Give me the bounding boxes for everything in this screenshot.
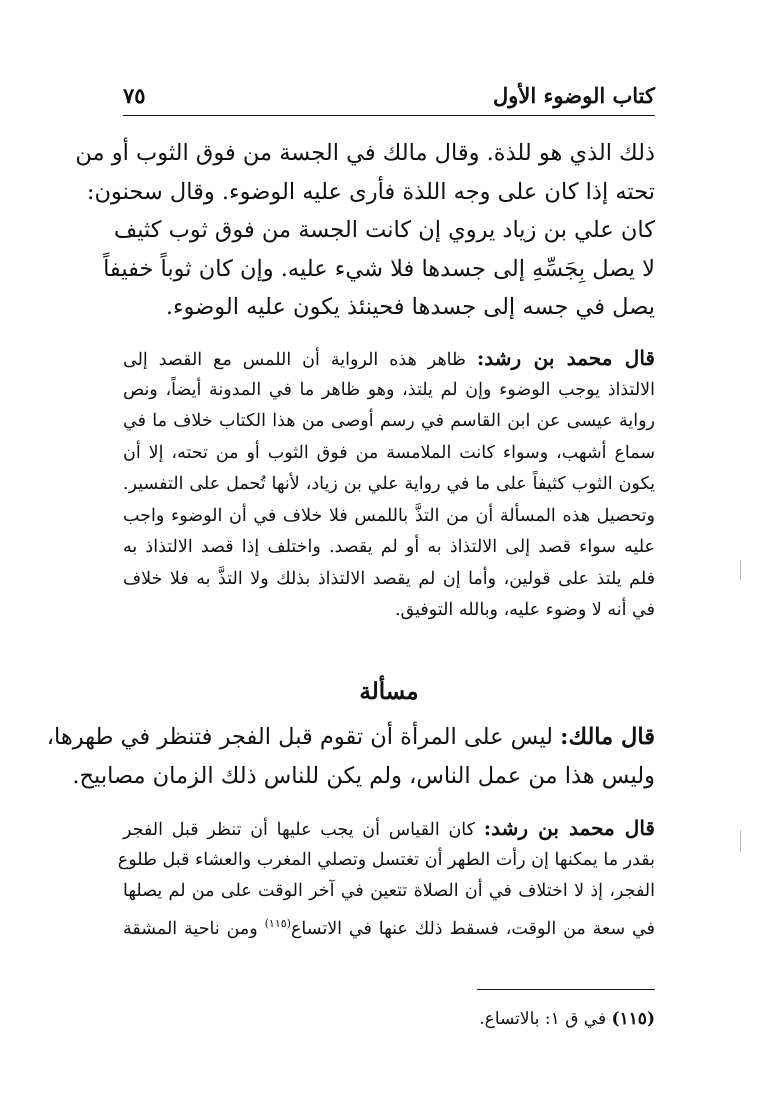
scan-mark: [740, 560, 741, 580]
text-line: [123, 813, 655, 845]
text-line: رواية عيسى عن ابن القاسم في رسم أوصى من هذا الكتاب خلاف ما في: [123, 411, 655, 431]
paragraph-ibn-rushd-commentary-1: [123, 343, 655, 627]
footnote: [123, 1006, 655, 1032]
text-line: في أنه لا وضوء عليه، وبالله التوفيق.: [394, 600, 655, 620]
text-line: وليس هذا من عمل الناس، ولم يكن للناس ذلك الزمان مصابيح.: [72, 762, 655, 789]
text-line: [46, 718, 655, 757]
speaker-label: قال محمد بن رشد:: [483, 816, 655, 840]
text-run: ظاهر هذه الرواية أن اللمس مع القصد إلى: [123, 350, 466, 370]
text-line: بقدر ما يمكنها إن رأت الطهر أن تغتسل وتصلي المغرب والعشاء قبل طلوع: [117, 849, 655, 870]
footnote-rule: [477, 989, 655, 990]
text-line: كان علي بن زياد يروي إن كانت الجسة من فوق ثوب كثيف: [113, 217, 655, 243]
paragraph-ibn-rushd-commentary-2: [117, 813, 655, 939]
text-line: وتحصيل هذه المسألة أن من التذَّ باللمس فلا خلاف في أن الوضوء واجب: [123, 505, 655, 526]
paragraph-malik-sahnun: [75, 134, 655, 327]
text-line: ذلك الذي هو للذة. وقال مالك في الجسة من فوق الثوب أو من: [75, 140, 655, 166]
scan-mark: [740, 830, 741, 852]
footnote-number: (١١٥): [611, 1009, 655, 1029]
text-line: لا يصل بِجَسِّهِ إلى جسدها فلا شيء عليه. وإن كان ثوباً خفيفاً: [103, 255, 655, 282]
page-header: [123, 80, 655, 112]
text-line: سماع أشهب، وسواء كانت الملامسة من فوق الثوب أو من تحته، إلا أن: [123, 442, 655, 463]
text-line: الفجر، إذ لا اختلاف في أن الصلاة تتعين في آخر الوقت على من لم يصلها: [123, 881, 655, 901]
header-rule: [123, 115, 655, 116]
text-line: تحته إذا كان على وجه اللذة فأرى عليه الوضوء. وقال سحنون:: [86, 178, 655, 205]
text-run: كان القياس أن يجب عليها أن تنظر قبل الفجر: [123, 820, 475, 840]
speaker-label: قال محمد بن رشد:: [476, 346, 655, 370]
page-number: ٧٥: [123, 83, 146, 108]
section-heading: مسألة: [359, 678, 419, 705]
text-line: [123, 343, 655, 375]
text-line: عليه سواء قصد إلى الالتذاذ به أو لم يقصد. واختلف إذا قصد الالتذاذ به: [123, 537, 655, 557]
text-run: ومن ناحية المشقة: [123, 918, 258, 939]
text-line: فلم يلتذ على قولين، وأما إن لم يقصد الالتذاذ بذلك ولا التذَّ به فلا خلاف: [123, 568, 655, 589]
text-line: الالتذاذ يوجب الوضوء وإن لم يلتذ، وهو ظاهر ما في المدونة أيضاً، ونص: [123, 379, 655, 400]
running-title: كتاب الوضوء الأول: [493, 83, 655, 108]
paragraph-malik-question: [46, 718, 655, 795]
text-line: يكون الثوب كثيفاً على ما في رواية علي بن زياد، لأنها تُحمل على التفسير.: [123, 474, 655, 494]
footnote-reference: (١١٥): [264, 916, 291, 930]
text-line: [123, 908, 655, 940]
speaker-label: قال مالك:: [560, 724, 655, 750]
footnote-text: في ق ١: بالاتساع.: [479, 1009, 607, 1029]
text-run: في سعة من الوقت، فسقط ذلك عنها في الاتساع: [290, 918, 655, 939]
text-line: يصل في جسه إلى جسدها فحينئذ يكون عليه الوضوء.: [165, 294, 655, 320]
text-run: ليس على المرأة أن تقوم قبل الفجر فتنظر في طهرها،: [46, 724, 554, 750]
